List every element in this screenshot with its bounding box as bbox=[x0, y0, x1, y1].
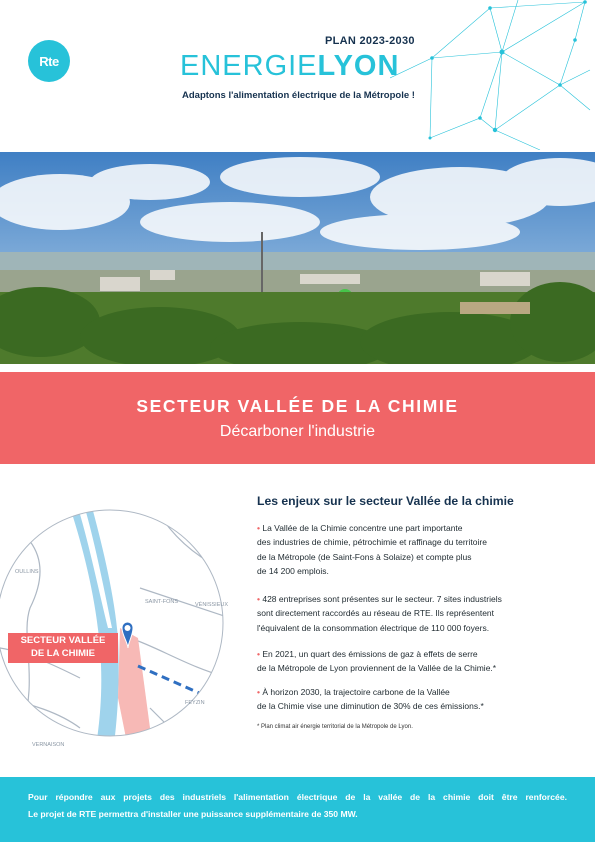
issues-title: Les enjeux sur le secteur Vallée de la chimie bbox=[257, 494, 514, 508]
issue-bullet bbox=[257, 647, 577, 676]
tagline: Adaptons l'alimentation électrique de la Métropole ! bbox=[182, 90, 415, 101]
issue-bullet bbox=[257, 592, 577, 635]
banner-subtitle: Décarboner l'industrie bbox=[219, 422, 376, 440]
place-venissieux: VÉNISSIEUX bbox=[195, 602, 229, 608]
place-feyzin: FEYZIN bbox=[185, 700, 205, 706]
bullet-dot: • bbox=[257, 594, 263, 604]
bullet-line: de 14 200 emplois. bbox=[257, 566, 329, 577]
brand-title bbox=[180, 50, 399, 83]
bullet-dot: • bbox=[257, 687, 263, 697]
bullet-line: l'équivalent de la consommation électrique de 110 000 foyers. bbox=[257, 622, 490, 633]
bullet-line: En 2021, un quart des émissions de gaz à effets de serre bbox=[262, 649, 478, 659]
plan-years: PLAN 2023-2030 bbox=[325, 35, 415, 47]
map-sector-label bbox=[8, 633, 118, 663]
issue-bullet bbox=[257, 685, 577, 714]
place-vernaison: VERNAISON bbox=[32, 742, 65, 748]
landscape-photo bbox=[0, 152, 595, 364]
rte-logo: Rte bbox=[28, 40, 70, 82]
bullet-line: sont directement raccordés au réseau de RTE. Ils représentent bbox=[257, 608, 495, 619]
network-decoration bbox=[390, 0, 595, 150]
bottom-callout bbox=[0, 777, 595, 842]
section-banner bbox=[0, 372, 595, 464]
place-oullins: OULLINS bbox=[15, 569, 39, 575]
place-saint-fons: SAINT-FONS bbox=[145, 599, 179, 605]
bullet-line: À horizon 2030, la trajectoire carbone de la Vallée bbox=[262, 687, 450, 697]
bullet-dot: • bbox=[257, 523, 263, 533]
callout-line-1: Pour répondre aux projets des industriels l'alimentation électrique de la vallée de la chimie doit être renforcée. bbox=[28, 792, 567, 802]
bullet-line: de la Métropole (de Saint-Fons à Solaize) et compte plus bbox=[257, 551, 472, 562]
brand-bold: LYON bbox=[317, 50, 400, 82]
footnote: * Plan climat air énergie territorial de la Métropole de Lyon. bbox=[257, 724, 413, 730]
sector-map bbox=[0, 478, 230, 768]
map-label-line1: SECTEUR VALLÉE bbox=[20, 635, 106, 646]
issue-bullet bbox=[257, 521, 577, 579]
bullet-line: de la Chimie vise une diminution de 30% de ces émissions.* bbox=[257, 701, 484, 712]
bullet-line: 428 entreprises sont présentes sur le secteur. 7 sites industriels bbox=[262, 594, 502, 604]
bullet-line: de la Métropole de Lyon proviennent de la Vallée de la Chimie.* bbox=[257, 663, 497, 674]
brand-light: ENERGIE bbox=[180, 50, 318, 82]
map-label-line2: DE LA CHIMIE bbox=[30, 647, 96, 659]
bullet-dot: • bbox=[257, 649, 263, 659]
callout-line-2: Le projet de RTE permettra d'installer une puissance supplémentaire de 350 MW. bbox=[28, 809, 358, 819]
banner-title: SECTEUR VALLÉE DE LA CHIMIE bbox=[136, 395, 459, 416]
bullet-line: La Vallée de la Chimie concentre une part importante bbox=[262, 523, 463, 533]
bullet-line: des industries de chimie, pétrochimie et raffinage du territoire bbox=[257, 537, 487, 548]
